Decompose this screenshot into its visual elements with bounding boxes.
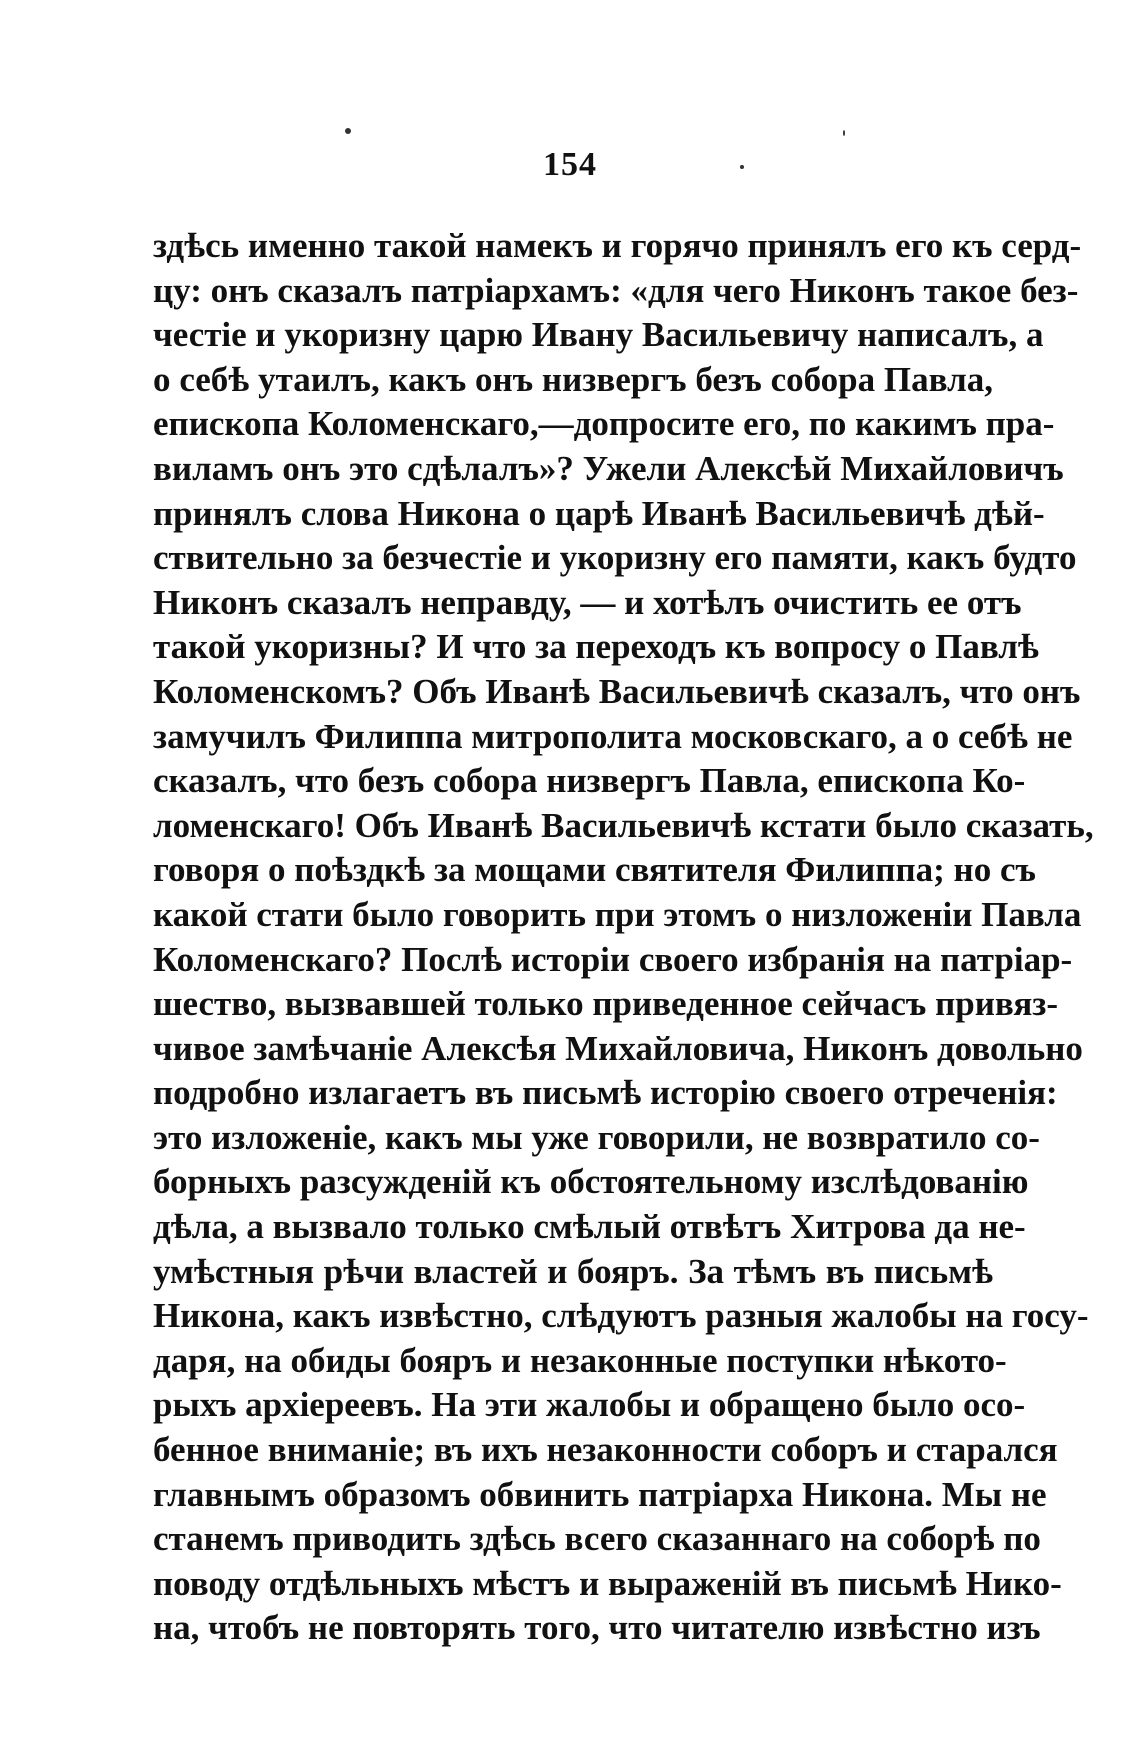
- text-line: даря, на обиды бояръ и незаконные поступки нѣкото-: [153, 1340, 1007, 1380]
- text-line: чивое замѣчаніе Алексѣя Михайловича, Никонъ довольно: [153, 1028, 1083, 1068]
- text-line: о себѣ утаилъ, какъ онъ низвергъ безъ собора Павла,: [153, 359, 993, 399]
- text-line: это изложеніе, какъ мы уже говорили, не возвратило со-: [153, 1117, 1040, 1157]
- text-line: говоря о поѣздкѣ за мощами святителя Филиппа; но съ: [153, 850, 1036, 890]
- text-line: здѣсь именно такой намекъ и горячо принялъ его къ серд-: [153, 226, 1082, 265]
- print-speck: [740, 165, 744, 169]
- page-number: 154: [543, 146, 597, 183]
- text-line: епископа Коломенскаго,—допросите его, по какимъ пра-: [153, 404, 1055, 444]
- text-line: шество, вызвавшей только приведенное сейчасъ привяз-: [153, 984, 1058, 1024]
- text-line: Никонъ сказалъ неправду, — и хотѣлъ очистить ее отъ: [153, 582, 1022, 622]
- print-speck: [345, 128, 351, 134]
- text-line: подробно излагаетъ въ письмѣ исторію своего отреченія:: [153, 1073, 1058, 1113]
- text-line: замучилъ Филиппа митрополита московскаго, а о себѣ не: [153, 716, 1073, 756]
- text-line: на, чтобъ не повторять того, что читателю извѣстно изъ: [153, 1608, 1041, 1648]
- text-line: какой стати было говорить при этомъ о низложеніи Павла: [153, 894, 1082, 934]
- text-line: Коломенскаго? Послѣ исторіи своего избранія на патріар-: [153, 939, 1073, 979]
- text-line: цу: онъ сказалъ патріархамъ: «для чего Никонъ такое без-: [153, 270, 1079, 310]
- text-line: главнымъ образомъ обвинить патріарха Никона. Мы не: [153, 1474, 1047, 1514]
- text-line: станемъ приводить здѣсь всего сказаннаго на соборѣ по: [153, 1519, 1041, 1559]
- text-line: умѣстныя рѣчи властей и бояръ. За тѣмъ въ письмѣ: [153, 1251, 993, 1291]
- text-line: такой укоризны? И что за переходъ къ вопросу о Павлѣ: [153, 627, 1039, 667]
- text-line: ствительно за безчестіе и укоризну его памяти, какъ будто: [153, 538, 1077, 578]
- text-line: дѣла, а вызвало только смѣлый отвѣтъ Хитрова да не-: [153, 1207, 1026, 1247]
- text-line: сказалъ, что безъ собора низвергъ Павла, епископа Ко-: [153, 761, 1026, 801]
- text-line: рыхъ архіереевъ. На эти жалобы и обращено было осо-: [153, 1385, 1026, 1425]
- text-line: виламъ онъ это сдѣлалъ»? Ужели Алексѣй Михайловичъ: [153, 448, 1064, 488]
- text-line: принялъ слова Никона о царѣ Иванѣ Васильевичѣ дѣй-: [153, 493, 1045, 533]
- text-line: бенное вниманіе; въ ихъ незаконности соборъ и старался: [153, 1430, 1058, 1470]
- text-line: Никона, какъ извѣстно, слѣдуютъ разныя жалобы на госу-: [153, 1296, 1089, 1336]
- text-line: ломенскаго! Объ Иванѣ Васильевичѣ кстати было сказать,: [153, 805, 1094, 845]
- body-text: [153, 224, 1094, 1651]
- text-line: Коломенскомъ? Объ Иванѣ Васильевичѣ сказалъ, что онъ: [153, 671, 1081, 711]
- text-line: поводу отдѣльныхъ мѣстъ и выраженій въ письмѣ Нико-: [153, 1563, 1062, 1603]
- print-speck: [843, 130, 845, 136]
- text-line: честіе и укоризну царю Ивану Васильевичу написалъ, а: [153, 315, 1044, 355]
- text-line: борныхъ разсужденій къ обстоятельному изслѣдованію: [153, 1162, 1029, 1202]
